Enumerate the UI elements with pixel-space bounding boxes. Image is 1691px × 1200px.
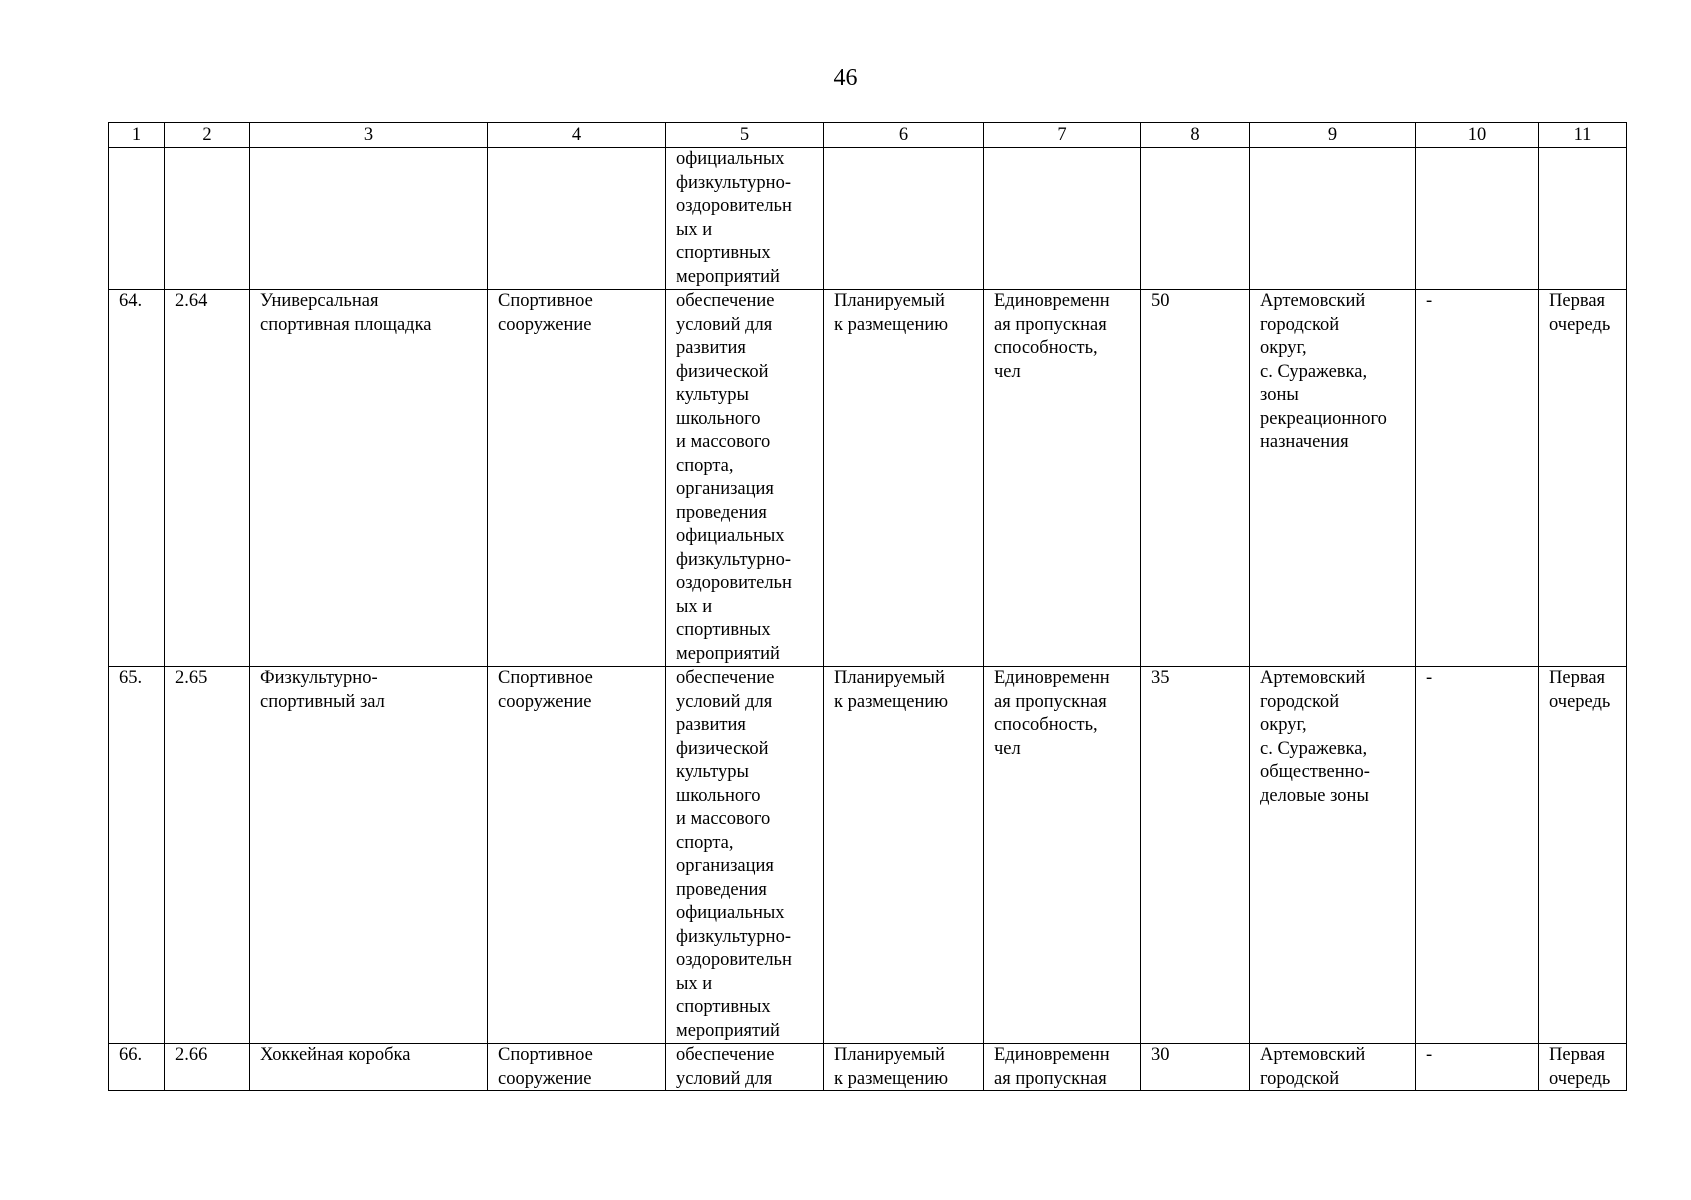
column-number-header: 4 <box>488 123 666 148</box>
stage-cell: Первая очередь <box>1539 667 1627 1044</box>
column-number-header: 3 <box>250 123 488 148</box>
table-row <box>109 290 1627 667</box>
continuation-row <box>109 148 1627 290</box>
table-cell <box>165 148 250 290</box>
capacity-cell: 35 <box>1141 667 1250 1044</box>
table-cell <box>666 148 824 290</box>
purpose-cell: обеспечение условий для развития физической культуры школьного и массового спорта, организация проведения официальных физкультурно- оздоровительн ых и спортивных мероприятий <box>666 667 824 1044</box>
location-cell: Артемовский городской округ, с. Суражевка, зоны рекреационного назначения <box>1250 290 1416 667</box>
location-cell: Артемовский городской округ, с. Суражевка, общественно- деловые зоны <box>1250 667 1416 1044</box>
column-number-header: 9 <box>1250 123 1416 148</box>
location-cell: Артемовский городской <box>1250 1044 1416 1091</box>
object-type-cell: Спортивное сооружение <box>488 667 666 1044</box>
status-cell: Планируемый к размещению <box>824 1044 984 1091</box>
stage-cell: Первая очередь <box>1539 1044 1627 1091</box>
table-cell <box>250 148 488 290</box>
object-code-cell: 2.66 <box>165 1044 250 1091</box>
table-cell <box>109 148 165 290</box>
purpose-cell: обеспечение условий для <box>666 1044 824 1091</box>
table-row <box>109 1044 1627 1091</box>
column-number-header: 6 <box>824 123 984 148</box>
row-index-cell: 64. <box>109 290 165 667</box>
zone-cell: - <box>1416 667 1539 1044</box>
object-name-cell: Хоккейная коробка <box>250 1044 488 1091</box>
table-cell <box>1539 148 1627 290</box>
object-type-cell: Спортивное сооружение <box>488 290 666 667</box>
stage-cell: Первая очередь <box>1539 290 1627 667</box>
capacity-cell: 50 <box>1141 290 1250 667</box>
zone-cell: - <box>1416 1044 1539 1091</box>
status-cell: Планируемый к размещению <box>824 290 984 667</box>
column-number-header: 2 <box>165 123 250 148</box>
column-number-header: 5 <box>666 123 824 148</box>
status-cell: Планируемый к размещению <box>824 667 984 1044</box>
capacity-cell: 30 <box>1141 1044 1250 1091</box>
object-type-cell: Спортивное сооружение <box>488 1044 666 1091</box>
characteristic-cell: Единовременн ая пропускная способность, чел <box>984 667 1141 1044</box>
table-cell <box>824 148 984 290</box>
column-number-header: 1 <box>109 123 165 148</box>
table-cell <box>984 148 1141 290</box>
characteristic-cell: Единовременн ая пропускная способность, чел <box>984 290 1141 667</box>
object-name-cell: Физкультурно- спортивный зал <box>250 667 488 1044</box>
column-number-header: 10 <box>1416 123 1539 148</box>
table-cell <box>1416 148 1539 290</box>
object-code-cell: 2.65 <box>165 667 250 1044</box>
table-cell <box>488 148 666 290</box>
page-number: 46 <box>833 65 858 91</box>
column-number-header: 7 <box>984 123 1141 148</box>
purpose-text: официальных физкультурно- оздоровительн ых и спортивных мероприятий <box>676 149 792 287</box>
row-index-cell: 66. <box>109 1044 165 1091</box>
table-cell <box>1250 148 1416 290</box>
register-table <box>108 122 1627 1091</box>
zone-cell: - <box>1416 290 1539 667</box>
table-row <box>109 667 1627 1044</box>
row-index-cell: 65. <box>109 667 165 1044</box>
table-cell <box>1141 148 1250 290</box>
column-number-header: 8 <box>1141 123 1250 148</box>
object-name-cell: Универсальная спортивная площадка <box>250 290 488 667</box>
purpose-cell: обеспечение условий для развития физической культуры школьного и массового спорта, организация проведения официальных физкультурно- оздоровительн ых и спортивных мероприятий <box>666 290 824 667</box>
column-number-header: 11 <box>1539 123 1627 148</box>
characteristic-cell: Единовременн ая пропускная <box>984 1044 1141 1091</box>
table-header-row <box>109 123 1627 148</box>
object-code-cell: 2.64 <box>165 290 250 667</box>
